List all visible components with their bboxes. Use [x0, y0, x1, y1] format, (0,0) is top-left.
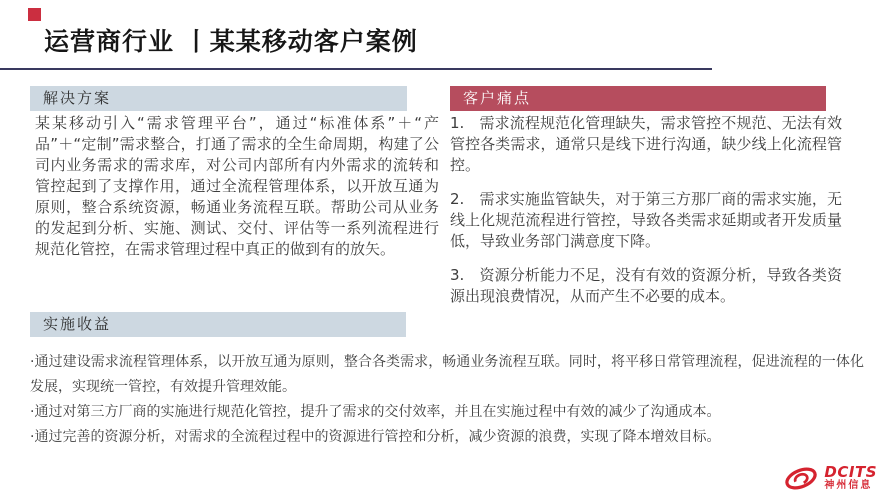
benefits-list: [30, 350, 864, 450]
title-underline-rule: [0, 68, 712, 70]
pain-points-list: [450, 113, 842, 320]
solution-body-text: 某某移动引入“需求管理平台”，通过“标准体系”＋“产品”＋“定制”需求整合，打通了需求的全生命周期，构建了公司内业务需求的需求库，对公司内部所有内外需求的流转和管控起到了支撑作用，通过全流程管理体系，以开放互通为原则，整合系统资源，畅通业务流程互联。帮助公司从业务的发起到分析、实施、测试、交付、评估等一系列流程进行规范化管控，在需求管理过程中真正的做到有的放矢。: [35, 114, 439, 258]
logo-text-block: [824, 465, 877, 491]
dcits-logo: [783, 465, 877, 492]
pain-points-section-header: [450, 86, 826, 111]
benefits-section-header: [30, 312, 406, 337]
logo-name: DCITS: [824, 463, 877, 482]
solution-section-header: [30, 86, 407, 111]
pain-points-header-label: 客户痛点: [463, 89, 532, 107]
pain-point-item: 1. 需求流程规范化管理缺失，需求管控不规范、无法有效管控各类需求，通常只是线下进行沟通，缺少线上化流程管控。: [450, 114, 842, 174]
benefits-header-label: 实施收益: [43, 315, 112, 333]
page-title: 运营商行业 丨某某移动客户案例: [44, 27, 418, 56]
accent-square: [28, 8, 41, 21]
pain-point-item: 2. 需求实施监管缺失，对于第三方那厂商的需求实施，无线上化规范流程进行管控，导致各类需求延期或者开发质量低，导致业务部门满意度下降。: [450, 190, 842, 250]
pain-point-item: 3. 资源分析能力不足，没有有效的资源分析，导致各类资源出现浪费情况，从而产生不必要的成本。: [450, 266, 842, 305]
benefit-item: ·通过对第三方厂商的实施进行规范化管控，提升了需求的交付效率，并且在实施过程中有效的减少了沟通成本。: [30, 404, 721, 420]
logo-subtitle: 神州信息: [824, 480, 873, 492]
benefit-item: ·通过建设需求流程管理体系，以开放互通为原则，整合各类需求，畅通业务流程互联。同时，将平移日常管理流程，促进流程的一体化发展，实现统一管控，有效提升管理效能。: [30, 354, 864, 395]
solution-header-label: 解决方案: [43, 89, 112, 107]
logo-swirl-icon: [783, 465, 819, 492]
benefit-item: ·通过完善的资源分析，对需求的全流程过程中的资源进行管控和分析，减少资源的浪费，实现了降本增效目标。: [30, 429, 721, 445]
